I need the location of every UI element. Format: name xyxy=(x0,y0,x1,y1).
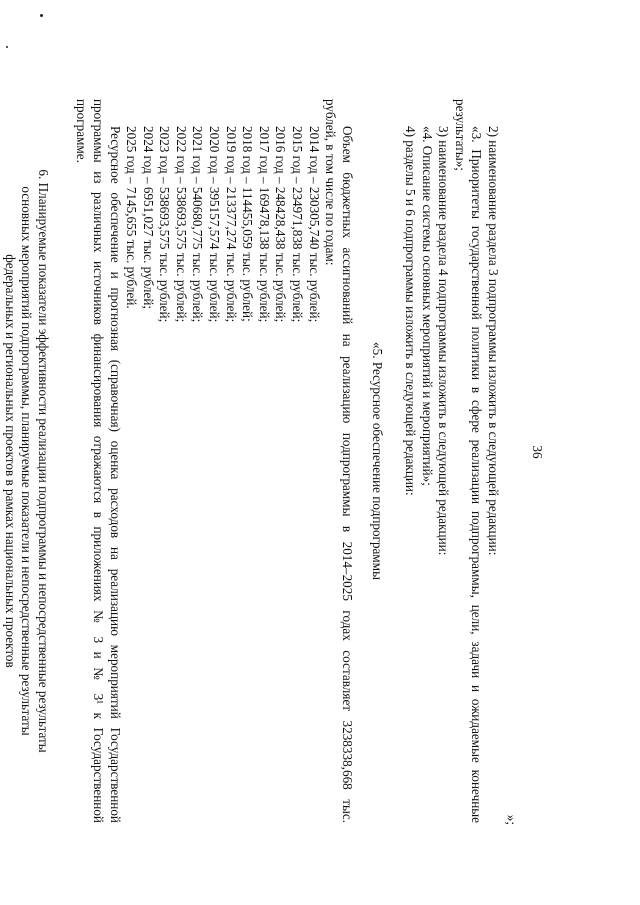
budget-year-item: 2022 год – 538693,575 тыс. рублей; xyxy=(173,126,189,323)
resource-paragraph-line: программы из различных источников финансирования отражаются в приложениях № 3 и № 3¹ к Государственной xyxy=(90,99,106,823)
budget-intro-line: Объем бюджетных ассигнований на реализацию подпрограммы в 2014–2025 годах составляет 3238338,668 тыс. xyxy=(339,126,355,823)
amendment-item: «3. Приоритеты государственной политики в сфере реализации подпрограммы, цели, задачи и ожидаемые конечные xyxy=(469,126,485,823)
budget-year-item: 2018 год – 114455,059 тыс. рублей; xyxy=(240,126,256,322)
budget-year-item: 2024 год – 6951,027 тыс. рублей; xyxy=(140,126,156,310)
budget-year-item: 2025 год – 7145,655 тыс. рублей. xyxy=(124,126,140,309)
amendment-item: 2) наименование раздела 3 подпрограммы изложить в следующей редакции: xyxy=(486,126,501,556)
budget-year-item: 2023 год – 538693,575 тыс. рублей; xyxy=(157,126,173,323)
amendment-item: 4) разделы 5 и 6 подпрограммы изложить в следующей редакции: xyxy=(403,126,419,496)
budget-year-item: 2016 год – 248428,438 тыс. рублей; xyxy=(273,126,289,323)
amendment-item: «4. Описание системы основных мероприятий и мероприятий»; xyxy=(419,126,435,486)
budget-year-item: 2017 год – 169478,138 тыс. рублей; xyxy=(256,126,272,323)
closing-quote-mark: »; xyxy=(504,814,519,825)
resource-paragraph-line: программе. xyxy=(74,99,90,163)
budget-intro-line: рублей, в том числе по годам: xyxy=(323,99,339,266)
section-5-heading: «5. Ресурсное обеспечение подпрограммы xyxy=(370,342,386,580)
section-6-heading-line: основных мероприятий подпрограммы, планируемые показатели и непосредственные результаты xyxy=(19,186,35,736)
budget-year-item: 2014 год – 230305,740 тыс. рублей; xyxy=(306,126,322,323)
budget-by-year-list xyxy=(123,99,322,823)
amendment-items xyxy=(401,99,501,823)
budget-year-item: 2020 год – 395157,574 тыс. рублей; xyxy=(207,126,223,323)
rotated-text-frame xyxy=(2,57,555,847)
budget-year-item: 2021 год – 540680,775 тыс. рублей; xyxy=(190,126,206,323)
amendment-item: 3) наименование раздела 4 подпрограммы изложить в следующей редакции: xyxy=(436,126,452,556)
scan-speck xyxy=(6,46,8,48)
section-6-heading-line: федеральных и региональных проектов в рамках национальных проектов xyxy=(2,254,18,668)
amendment-item: результаты»; xyxy=(452,99,468,171)
scan-speck xyxy=(40,14,43,17)
document-body xyxy=(1,99,501,823)
section-6-heading-line: 6. Планируемые показатели эффективности реализации подпрограммы и непосредственные результаты xyxy=(35,169,51,753)
page-number: 36 xyxy=(530,445,545,459)
budget-year-item: 2019 год – 213377,274 тыс. рублей; xyxy=(223,126,239,323)
budget-year-item: 2015 год – 234971,838 тыс. рублей; xyxy=(290,126,306,323)
resource-paragraph-line: Ресурсное обеспечение и прогнозная (справочная) оценка расходов на реализацию мероприятий Государственной xyxy=(107,126,123,823)
